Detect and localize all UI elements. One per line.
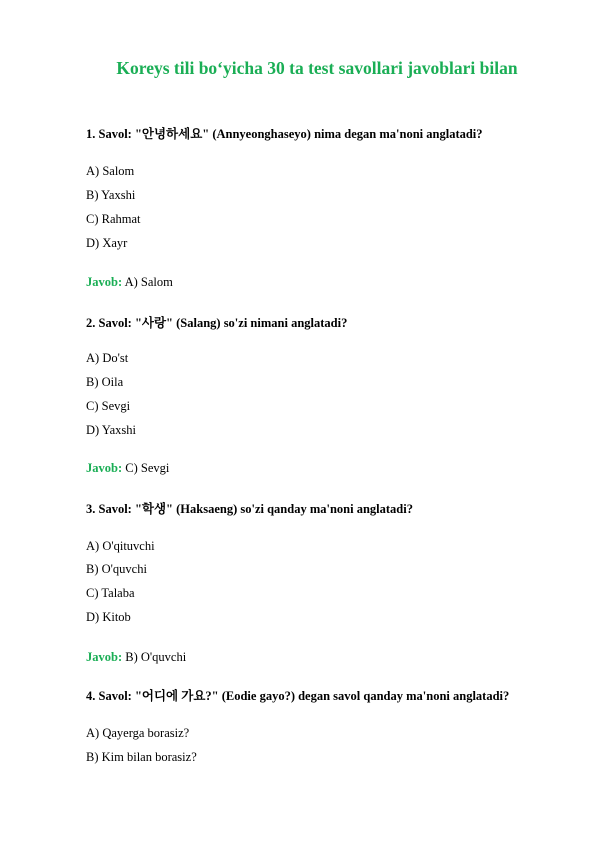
document-title: Koreys tili bo‘yicha 30 ta test savollari javoblari bilan xyxy=(116,58,518,78)
answer-value: A) Salom xyxy=(124,275,173,289)
question-3: 3. Savol: "학생" (Haksaeng) so'zi qanday ma'noni anglatadi? xyxy=(86,502,413,516)
question-1-answer xyxy=(86,275,173,290)
answer-label: Javob: xyxy=(86,650,123,664)
question-1-option-b: B) Yaxshi xyxy=(86,188,136,202)
question-4-option-b: B) Kim bilan borasiz? xyxy=(86,750,197,764)
question-1: 1. Savol: "안녕하세요" (Annyeonghaseyo) nima degan ma'noni anglatadi? xyxy=(86,127,483,141)
question-3-option-d: D) Kitob xyxy=(86,610,131,624)
answer-label: Javob: xyxy=(86,461,123,475)
question-3-answer xyxy=(86,650,186,665)
question-1-option-d: D) Xayr xyxy=(86,236,128,250)
question-3-option-c: C) Talaba xyxy=(86,586,135,600)
question-4-option-a: A) Qayerga borasiz? xyxy=(86,726,190,740)
question-2: 2. Savol: "사랑" (Salang) so'zi nimani anglatadi? xyxy=(86,316,348,330)
question-1-option-c: C) Rahmat xyxy=(86,212,141,226)
question-3-option-b: B) O'quvchi xyxy=(86,562,147,576)
answer-value: C) Sevgi xyxy=(125,461,170,475)
question-2-option-c: C) Sevgi xyxy=(86,399,131,413)
question-4: 4. Savol: "어디에 가요?" (Eodie gayo?) degan savol qanday ma'noni anglatadi? xyxy=(86,689,510,703)
answer-label: Javob: xyxy=(86,275,123,289)
answer-value: B) O'quvchi xyxy=(125,650,187,664)
question-2-option-b: B) Oila xyxy=(86,375,124,389)
question-2-answer xyxy=(86,461,169,476)
question-2-option-d: D) Yaxshi xyxy=(86,423,137,437)
question-3-option-a: A) O'qituvchi xyxy=(86,539,155,553)
question-1-option-a: A) Salom xyxy=(86,164,135,178)
question-2-option-a: A) Do'st xyxy=(86,351,129,365)
